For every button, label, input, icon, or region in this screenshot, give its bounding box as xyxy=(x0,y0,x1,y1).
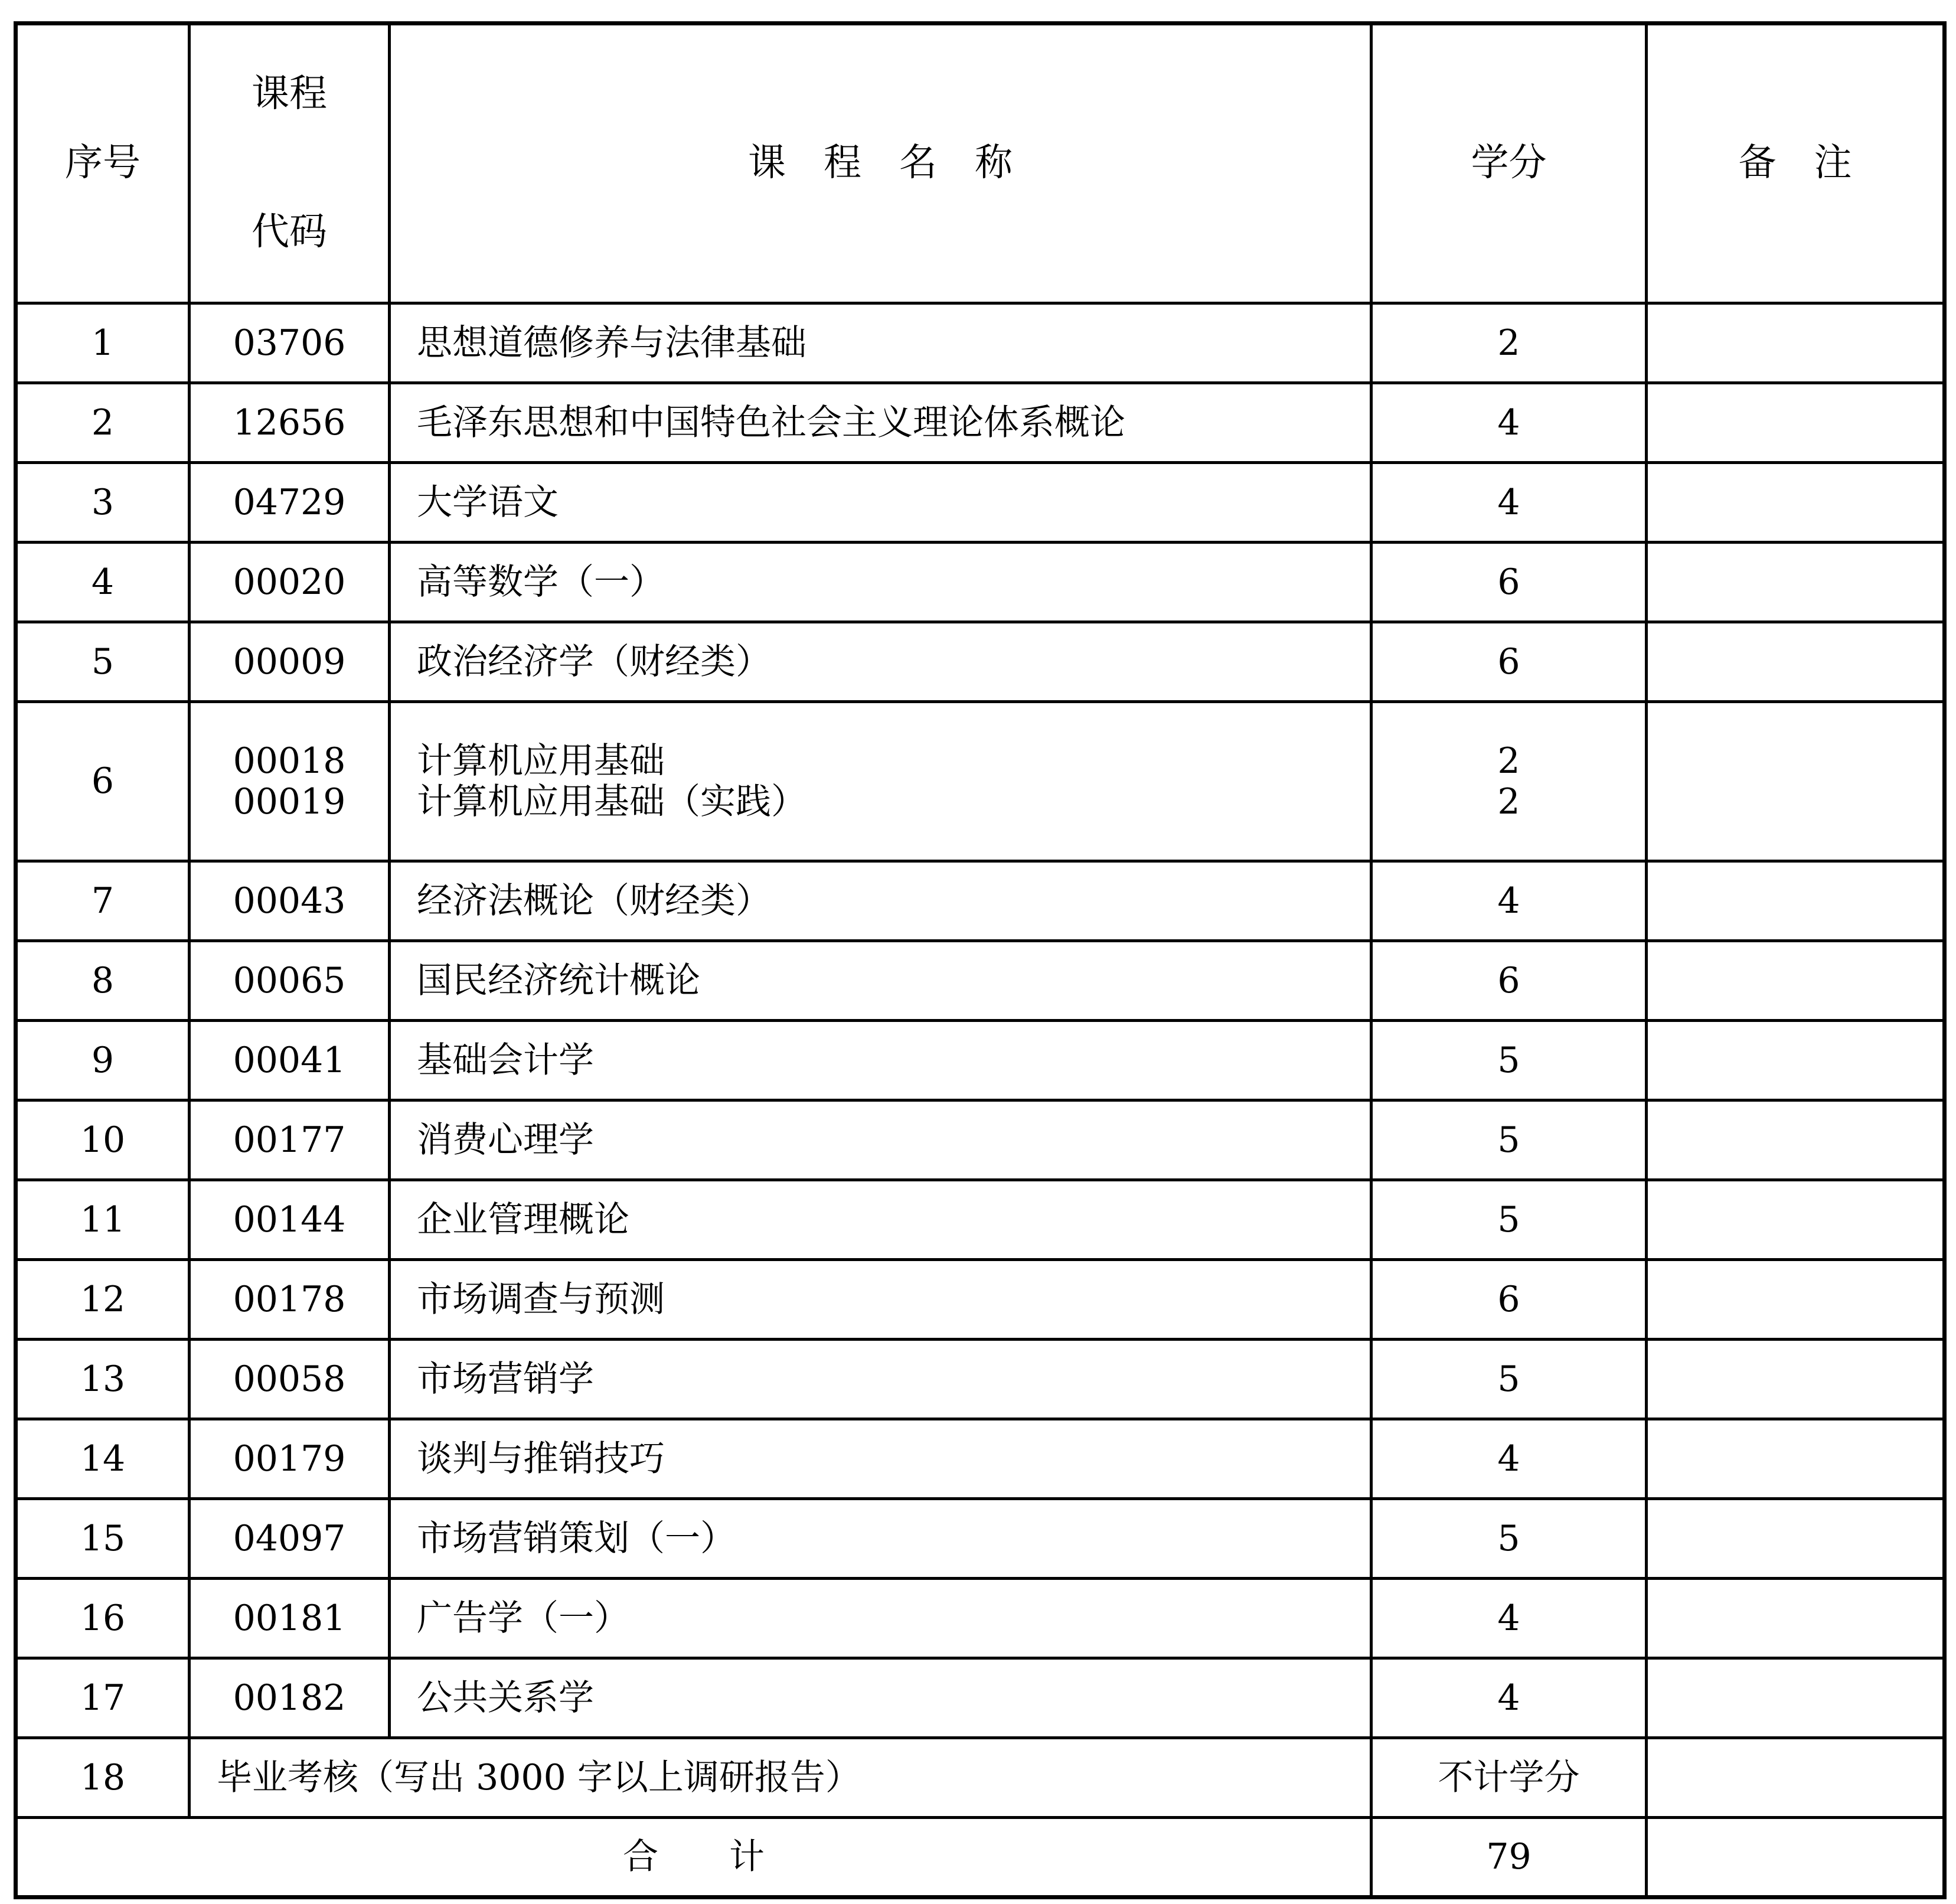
row-index: 11 xyxy=(16,1180,190,1260)
row-index: 9 xyxy=(16,1021,190,1100)
course-credits: 4 xyxy=(1372,463,1647,543)
course-credits: 2 xyxy=(1497,740,1520,782)
course-credits-stack xyxy=(1373,741,1645,822)
course-name: 广告学（一） xyxy=(390,1579,1372,1658)
course-credits: 2 xyxy=(1497,780,1520,822)
course-credits: 4 xyxy=(1372,1419,1647,1499)
remarks-cell xyxy=(1647,1021,1945,1100)
row-index: 5 xyxy=(16,622,190,702)
remarks-cell xyxy=(1647,861,1945,941)
course-name: 企业管理概论 xyxy=(390,1180,1372,1260)
remarks-cell xyxy=(1647,1340,1945,1419)
table-row xyxy=(16,1260,1945,1340)
course-code: 00009 xyxy=(190,622,390,702)
course-credits: 5 xyxy=(1372,1021,1647,1100)
row-index: 4 xyxy=(16,543,190,622)
table-row xyxy=(16,383,1945,463)
course-name: 基础会计学 xyxy=(390,1021,1372,1100)
graduation-assessment-cell: 毕业考核（写出 3000 字以上调研报告） xyxy=(190,1738,1372,1818)
remarks-cell xyxy=(1647,543,1945,622)
course-credits: 5 xyxy=(1372,1180,1647,1260)
remarks-cell xyxy=(1647,1260,1945,1340)
course-code: 00065 xyxy=(190,941,390,1021)
course-code: 00177 xyxy=(190,1100,390,1180)
table-row-graduation xyxy=(16,1738,1945,1818)
row-index: 18 xyxy=(16,1738,190,1818)
remarks-cell xyxy=(1647,702,1945,861)
table-row xyxy=(16,1021,1945,1100)
header-row xyxy=(16,24,1945,303)
header-course-code-line2: 代码 xyxy=(252,210,327,254)
course-name: 经济法概论（财经类） xyxy=(390,861,1372,941)
total-row xyxy=(16,1818,1945,1898)
row-index: 15 xyxy=(16,1499,190,1579)
course-code: 04729 xyxy=(190,463,390,543)
row-index: 2 xyxy=(16,383,190,463)
course-credits: 4 xyxy=(1372,383,1647,463)
course-name: 公共关系学 xyxy=(390,1658,1372,1738)
remarks-cell xyxy=(1647,303,1945,383)
course-code: 00178 xyxy=(190,1260,390,1340)
course-code: 04097 xyxy=(190,1499,390,1579)
row-index: 6 xyxy=(16,702,190,861)
course-name: 消费心理学 xyxy=(390,1100,1372,1180)
total-label: 合 计 xyxy=(16,1818,1372,1898)
course-code: 00020 xyxy=(190,543,390,622)
course-name: 大学语文 xyxy=(390,463,1372,543)
row-index: 3 xyxy=(16,463,190,543)
remarks-cell xyxy=(1647,941,1945,1021)
course-code: 00179 xyxy=(190,1419,390,1499)
course-code: 00181 xyxy=(190,1579,390,1658)
course-credits: 6 xyxy=(1372,543,1647,622)
table-row xyxy=(16,1100,1945,1180)
table-row xyxy=(16,622,1945,702)
course-name: 市场营销策划（一） xyxy=(390,1499,1372,1579)
remarks-cell xyxy=(1647,1180,1945,1260)
course-credits: 4 xyxy=(1372,1658,1647,1738)
total-credits: 79 xyxy=(1372,1818,1647,1898)
course-name: 政治经济学（财经类） xyxy=(390,622,1372,702)
header-course-code-stack xyxy=(191,73,388,254)
remarks-cell xyxy=(1647,463,1945,543)
course-name: 市场营销学 xyxy=(390,1340,1372,1419)
course-credits: 5 xyxy=(1372,1340,1647,1419)
course-code: 00041 xyxy=(190,1021,390,1100)
course-credits: 6 xyxy=(1372,941,1647,1021)
remarks-cell xyxy=(1647,1738,1945,1818)
curriculum-table xyxy=(14,21,1947,1899)
course-name: 高等数学（一） xyxy=(390,543,1372,622)
document-sheet xyxy=(14,21,1947,1899)
header-course-code-line1: 课程 xyxy=(252,72,327,116)
table-row xyxy=(16,303,1945,383)
table-row xyxy=(16,1499,1945,1579)
course-code-pair xyxy=(190,702,390,861)
remarks-cell xyxy=(1647,1100,1945,1180)
course-code: 03706 xyxy=(190,303,390,383)
course-credits-pair xyxy=(1372,702,1647,861)
course-credits: 5 xyxy=(1372,1100,1647,1180)
course-credits: 6 xyxy=(1372,622,1647,702)
table-row xyxy=(16,1419,1945,1499)
course-name: 国民经济统计概论 xyxy=(390,941,1372,1021)
table-row xyxy=(16,1658,1945,1738)
course-name-stack xyxy=(391,741,1370,822)
course-code: 00018 xyxy=(233,740,346,782)
course-code: 00182 xyxy=(190,1658,390,1738)
course-name: 计算机应用基础（实践） xyxy=(417,780,806,822)
course-name: 谈判与推销技巧 xyxy=(390,1419,1372,1499)
course-code: 00144 xyxy=(190,1180,390,1260)
row-index: 13 xyxy=(16,1340,190,1419)
course-credits: 4 xyxy=(1372,1579,1647,1658)
row-index: 16 xyxy=(16,1579,190,1658)
course-credits: 4 xyxy=(1372,861,1647,941)
course-credits: 6 xyxy=(1372,1260,1647,1340)
course-code: 00019 xyxy=(233,780,346,822)
row-index: 17 xyxy=(16,1658,190,1738)
header-remarks: 备 注 xyxy=(1647,24,1945,303)
course-code: 12656 xyxy=(190,383,390,463)
table-row xyxy=(16,1340,1945,1419)
remarks-cell xyxy=(1647,1579,1945,1658)
course-name-pair xyxy=(390,702,1372,861)
course-code: 00058 xyxy=(190,1340,390,1419)
table-row-double xyxy=(16,702,1945,861)
remarks-cell xyxy=(1647,1658,1945,1738)
row-index: 1 xyxy=(16,303,190,383)
table-row xyxy=(16,463,1945,543)
row-index: 12 xyxy=(16,1260,190,1340)
header-course-name: 课 程 名 称 xyxy=(390,24,1372,303)
header-course-code xyxy=(190,24,390,303)
header-credits: 学分 xyxy=(1372,24,1647,303)
course-name: 市场调查与预测 xyxy=(390,1260,1372,1340)
remarks-cell xyxy=(1647,622,1945,702)
course-credits: 2 xyxy=(1372,303,1647,383)
table-row xyxy=(16,1579,1945,1658)
course-name: 毛泽东思想和中国特色社会主义理论体系概论 xyxy=(390,383,1372,463)
remarks-cell xyxy=(1647,383,1945,463)
table-row xyxy=(16,861,1945,941)
course-name: 思想道德修养与法律基础 xyxy=(390,303,1372,383)
row-index: 8 xyxy=(16,941,190,1021)
course-code: 00043 xyxy=(190,861,390,941)
table-row xyxy=(16,941,1945,1021)
header-index: 序号 xyxy=(16,24,190,303)
remarks-cell xyxy=(1647,1499,1945,1579)
table-row xyxy=(16,543,1945,622)
row-index: 7 xyxy=(16,861,190,941)
remarks-cell xyxy=(1647,1419,1945,1499)
course-credits: 不计学分 xyxy=(1372,1738,1647,1818)
row-index: 10 xyxy=(16,1100,190,1180)
course-credits: 5 xyxy=(1372,1499,1647,1579)
row-index: 14 xyxy=(16,1419,190,1499)
course-name: 计算机应用基础 xyxy=(417,740,665,782)
remarks-cell xyxy=(1647,1818,1945,1898)
course-code-stack xyxy=(191,741,388,822)
table-row xyxy=(16,1180,1945,1260)
